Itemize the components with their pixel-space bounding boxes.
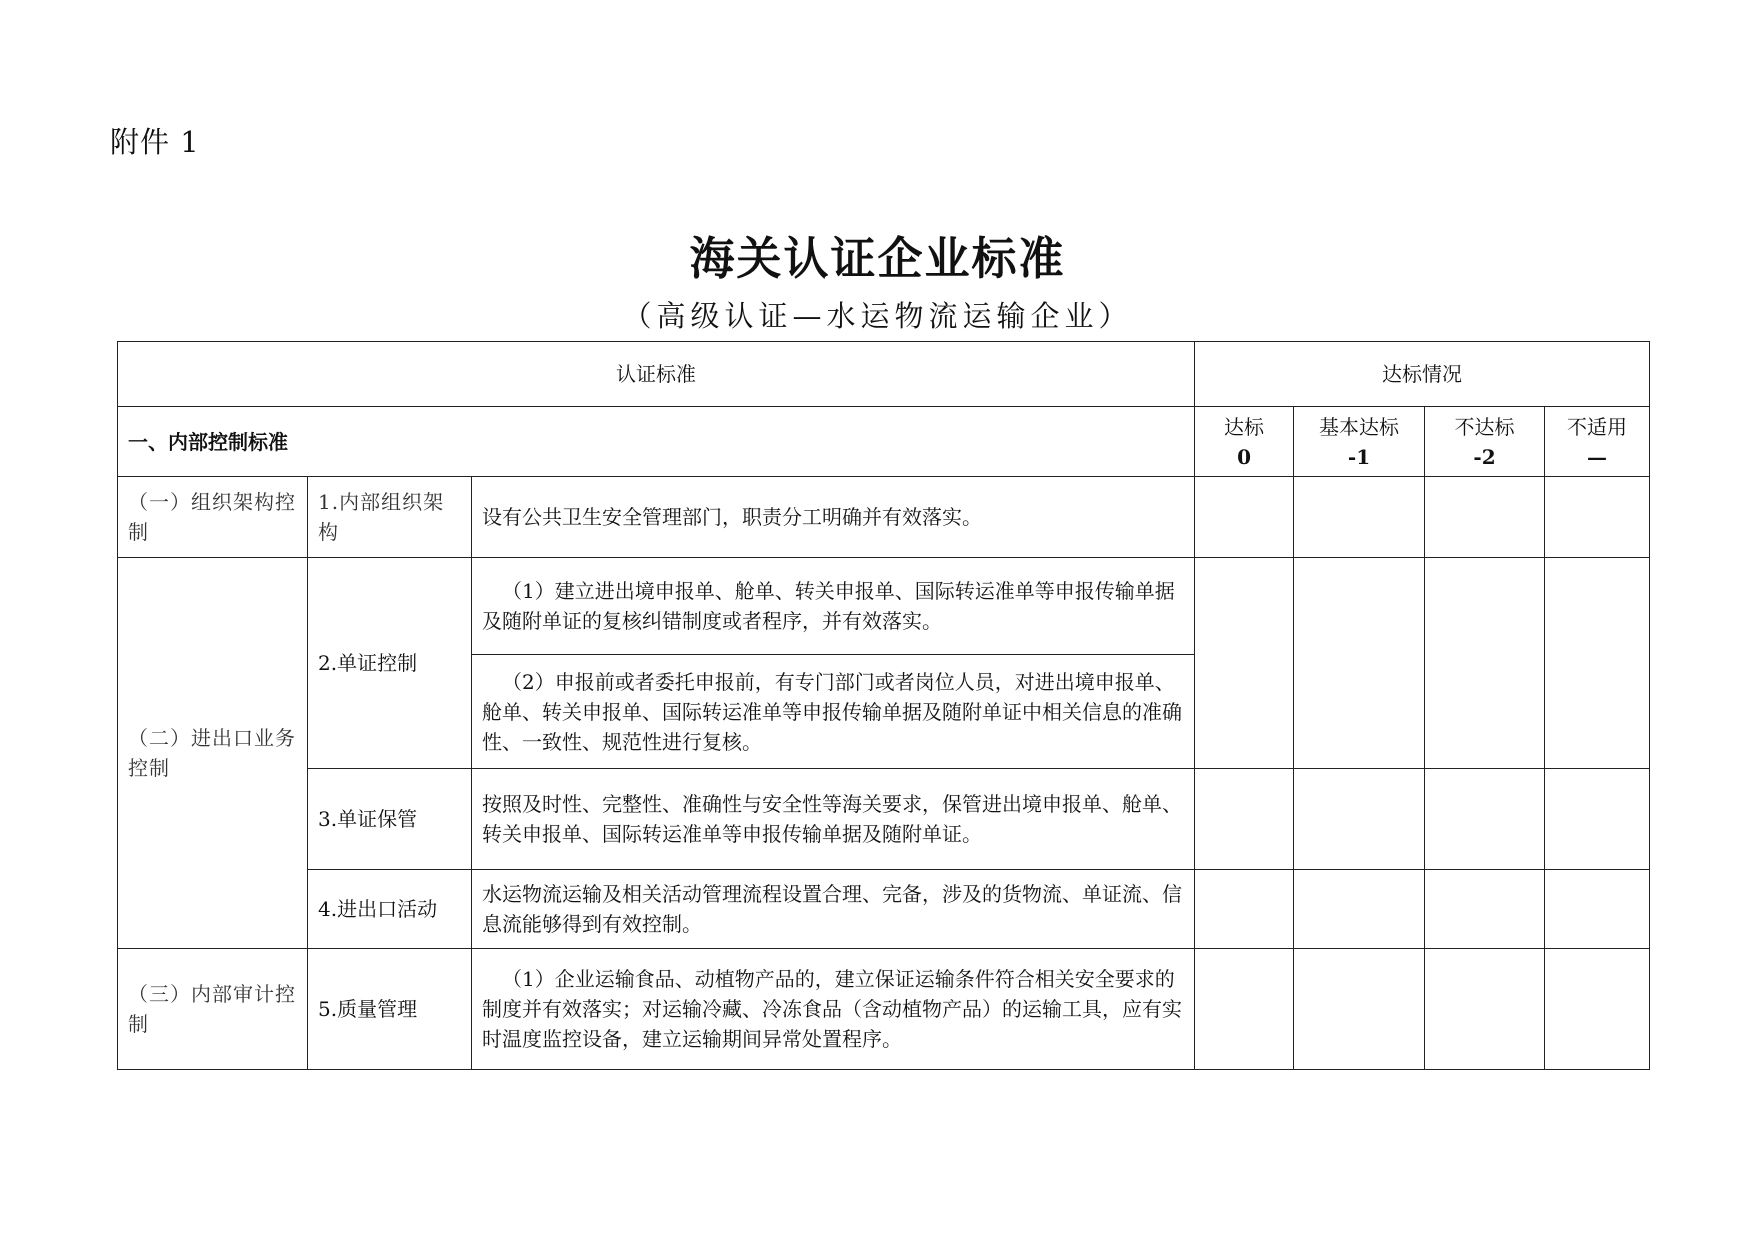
check-not-applicable[interactable] (1545, 870, 1650, 949)
item-cell: 5.质量管理 (308, 949, 472, 1070)
level-noncompliant (1425, 407, 1545, 477)
level-score: — (1587, 444, 1608, 469)
check-compliant[interactable] (1195, 558, 1294, 769)
requirement-cell: 按照及时性、完整性、准确性与安全性等海关要求，保管进出境申报单、舱单、转关申报单、国际转运准单等申报传输单据及随附单证。 (472, 769, 1195, 870)
level-compliant (1195, 407, 1294, 477)
table-row (118, 870, 1650, 949)
table-row (118, 769, 1650, 870)
category-cell: （三）内部审计控制 (118, 949, 308, 1070)
requirement-cell: （2）申报前或者委托申报前，有专门部门或者岗位人员，对进出境申报单、舱单、转关申报单、国际转运准单等申报传输单据及随附单证中相关信息的准确性、一致性、规范性进行复核。 (472, 655, 1195, 769)
check-compliant[interactable] (1195, 477, 1294, 558)
document-title: 海关认证企业标准 (689, 232, 1066, 285)
table-row (118, 477, 1650, 558)
check-basic[interactable] (1294, 477, 1425, 558)
check-compliant[interactable] (1195, 769, 1294, 870)
requirement-cell: （1）企业运输食品、动植物产品的，建立保证运输条件符合相关安全要求的制度并有效落实；对运输冷藏、冷冻食品（含动植物产品）的运输工具，应有实时温度监控设备，建立运输期间异常处置程序。 (472, 949, 1195, 1070)
header-standard: 认证标准 (118, 342, 1195, 407)
section-title: 一、内部控制标准 (118, 407, 1195, 477)
item-cell: 3.单证保管 (308, 769, 472, 870)
level-label: 达标 (1224, 414, 1265, 439)
check-not-applicable[interactable] (1545, 949, 1650, 1070)
check-noncompliant[interactable] (1425, 769, 1545, 870)
check-not-applicable[interactable] (1545, 477, 1650, 558)
check-noncompliant[interactable] (1425, 870, 1545, 949)
level-label: 基本达标 (1319, 414, 1400, 439)
standards-table (117, 341, 1650, 1070)
check-not-applicable[interactable] (1545, 558, 1650, 769)
attachment-label: 附件 1 (110, 125, 200, 159)
level-not-applicable (1545, 407, 1650, 477)
category-cell: （一）组织架构控制 (118, 477, 308, 558)
item-cell: 4.进出口活动 (308, 870, 472, 949)
category-cell: （二）进出口业务控制 (118, 558, 308, 949)
requirement-cell: 设有公共卫生安全管理部门，职责分工明确并有效落实。 (472, 477, 1195, 558)
document-subtitle: （高级认证—水运物流运输企业） (622, 299, 1133, 333)
level-score: -1 (1347, 444, 1371, 469)
item-cell: 1.内部组织架构 (308, 477, 472, 558)
check-not-applicable[interactable] (1545, 769, 1650, 870)
requirement-cell: 水运物流运输及相关活动管理流程设置合理、完备，涉及的货物流、单证流、信息流能够得到有效控制。 (472, 870, 1195, 949)
table-row (118, 558, 1650, 655)
level-label: 不达标 (1454, 414, 1515, 439)
header-status: 达标情况 (1195, 342, 1650, 407)
check-basic[interactable] (1294, 769, 1425, 870)
requirement-cell: （1）建立进出境申报单、舱单、转关申报单、国际转运准单等申报传输单据及随附单证的复核纠错制度或者程序，并有效落实。 (472, 558, 1195, 655)
check-noncompliant[interactable] (1425, 477, 1545, 558)
level-score: 0 (1237, 444, 1251, 469)
check-compliant[interactable] (1195, 949, 1294, 1070)
check-basic[interactable] (1294, 870, 1425, 949)
level-label: 不适用 (1567, 414, 1628, 439)
level-basic (1294, 407, 1425, 477)
check-noncompliant[interactable] (1425, 558, 1545, 769)
level-score: -2 (1473, 444, 1496, 469)
check-noncompliant[interactable] (1425, 949, 1545, 1070)
check-basic[interactable] (1294, 949, 1425, 1070)
check-compliant[interactable] (1195, 870, 1294, 949)
item-cell: 2.单证控制 (308, 558, 472, 769)
header-row (118, 342, 1650, 407)
check-basic[interactable] (1294, 558, 1425, 769)
section-row (118, 407, 1650, 477)
table-row (118, 949, 1650, 1070)
